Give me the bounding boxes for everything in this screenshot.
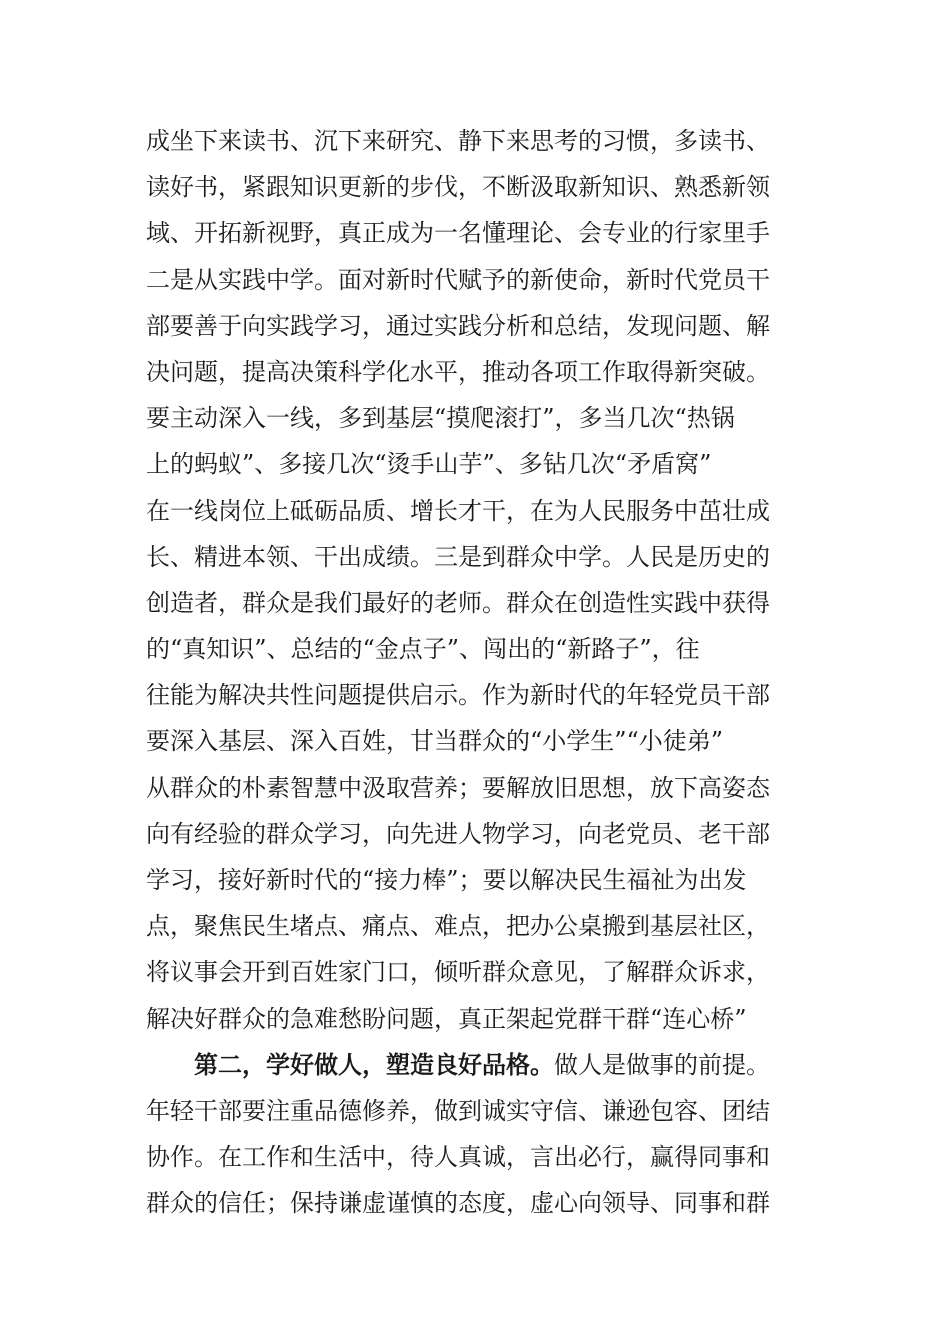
text-line: 长、精进本领、干出成绩。三是到群众中学。人民是历史的: [146, 542, 770, 571]
text-line: 往能为解决共性问题提供启示。作为新时代的年轻党员干部: [146, 681, 770, 710]
text-line: 读好书，紧跟知识更新的步伐，不断汲取新知识、熟悉新领: [146, 173, 770, 202]
text-line: 群众的信任；保持谦虚谨慎的态度，虚心向领导、同事和群: [146, 1189, 770, 1218]
text-line: 将议事会开到百姓家门口，倾听群众意见，了解群众诉求，: [146, 958, 770, 987]
text-line: 点，聚焦民生堵点、痛点、难点，把办公桌搬到基层社区，: [146, 912, 770, 941]
text-line: 在一线岗位上砥砺品质、增长才干，在为人民服务中茁壮成: [146, 496, 770, 525]
text-line: 向有经验的群众学习，向先进人物学习，向老党员、老干部: [146, 819, 770, 848]
text-line: 部要善于向实践学习，通过实践分析和总结，发现问题、解: [146, 311, 770, 340]
section-first-line-text: 做人是做事的前提。: [554, 1050, 770, 1079]
text-line: 决问题，提高决策科学化水平，推动各项工作取得新突破。: [146, 357, 770, 386]
text-line: 成坐下来读书、沉下来研究、静下来思考的习惯，多读书、: [146, 127, 770, 155]
text-line: 协作。在工作和生活中，待人真诚，言出必行，赢得同事和: [146, 1143, 770, 1172]
text-line: 从群众的朴素智慧中汲取营养；要解放旧思想，放下高姿态: [146, 773, 770, 802]
text-line: 学习，接好新时代的“接力棒”；要以解决民生福祉为出发: [146, 866, 747, 894]
text-line: 要深入基层、深入百姓，甘当群众的“小学生”“小徒弟”: [146, 727, 724, 756]
section-first-line: [146, 1042, 810, 1088]
text-line: 上的蚂蚁”、多接几次“烫手山芋”、多钻几次“矛盾窝”: [146, 450, 712, 479]
text-line: 域、开拓新视野，真正成为一名懂理论、会专业的行家里手: [146, 219, 770, 248]
text-line: 的“真知识”、总结的“金点子”、闯出的“新路子”，往: [146, 635, 700, 664]
text-line: 二是从实践中学。面对新时代赋予的新使命，新时代党员干: [146, 265, 770, 294]
body-text: [146, 118, 810, 1227]
text-line: 要主动深入一线，多到基层“摸爬滚打”，多当几次“热锅: [146, 404, 735, 433]
text-line: 创造者，群众是我们最好的老师。群众在创造性实践中获得: [146, 588, 770, 617]
section-heading: 第二，学好做人，塑造良好品格。: [194, 1050, 554, 1079]
text-line: 年轻干部要注重品德修养，做到诚实守信、谦逊包容、团结: [146, 1096, 770, 1125]
text-line: 解决好群众的急难愁盼问题，真正架起党群干群“连心桥”: [146, 1004, 747, 1033]
